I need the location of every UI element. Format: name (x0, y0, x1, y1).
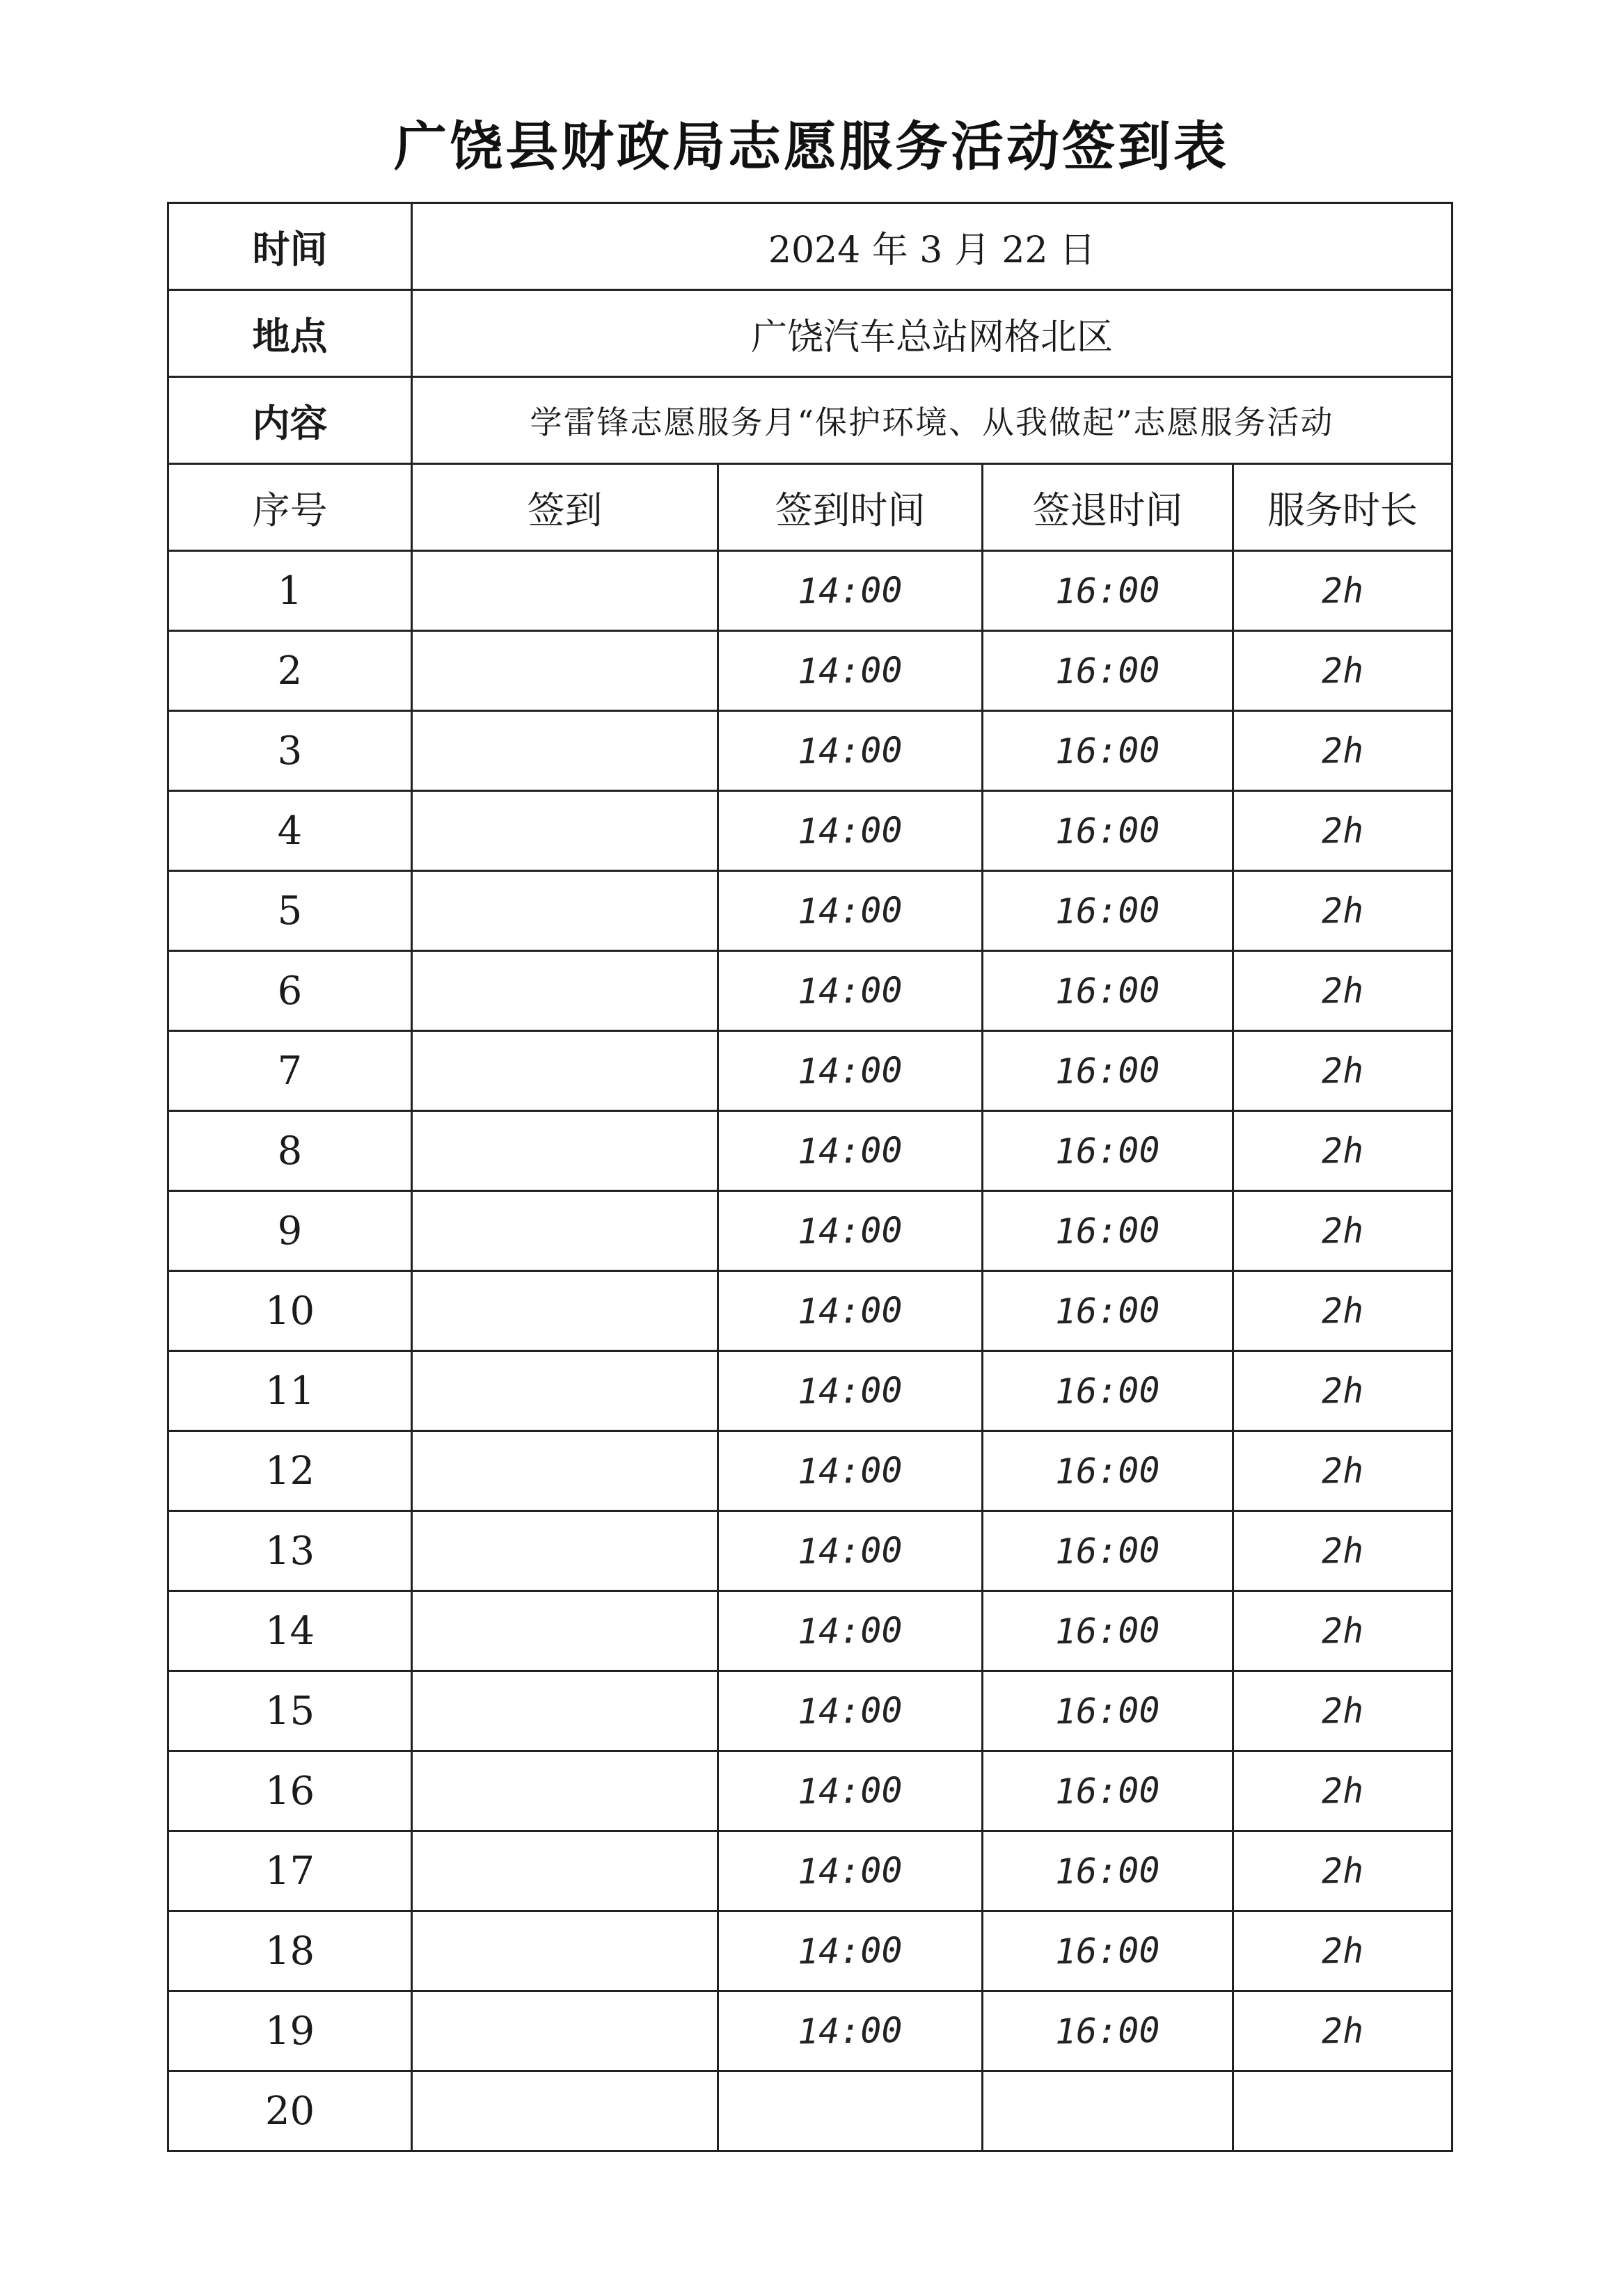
info-row-place (168, 290, 1452, 377)
checkout-time (983, 1431, 1233, 1511)
service-duration-text: 2h (1321, 1370, 1364, 1412)
signin-rows (168, 551, 1452, 2151)
service-duration-text: 2h (1321, 1210, 1364, 1252)
table-row (168, 1271, 1452, 1351)
service-duration (1233, 1191, 1452, 1271)
content-value: 学雷锋志愿服务月“保护环境、从我做起”志愿服务活动 (412, 377, 1452, 464)
service-duration (1233, 1431, 1452, 1511)
checkin-time (718, 871, 983, 951)
row-number: 5 (168, 871, 412, 951)
service-duration (1233, 551, 1452, 631)
checkout-time-text: 16:00 (1054, 1369, 1161, 1412)
checkin-time (718, 1191, 983, 1271)
service-duration (1233, 1031, 1452, 1111)
table-row (168, 711, 1452, 791)
signature-cell (412, 1591, 718, 1671)
table-row (168, 1111, 1452, 1191)
service-duration (1233, 1591, 1452, 1671)
service-duration (1233, 951, 1452, 1031)
column-header-checkout: 签退时间 (983, 464, 1233, 551)
checkout-time-text: 16:00 (1054, 1449, 1161, 1492)
checkin-time-text: 14:00 (797, 1209, 903, 1252)
service-duration-text: 2h (1321, 1290, 1364, 1332)
row-number: 2 (168, 631, 412, 711)
column-header-signature: 签到 (412, 464, 718, 551)
service-duration-text: 2h (1321, 730, 1364, 772)
table-row (168, 1431, 1452, 1511)
service-duration-text: 2h (1321, 1450, 1364, 1492)
row-number: 17 (168, 1831, 412, 1911)
service-duration (1233, 1751, 1452, 1831)
table-row (168, 1831, 1452, 1911)
signature-cell (412, 631, 718, 711)
signature-cell (412, 1351, 718, 1431)
checkin-time-text: 14:00 (797, 2009, 903, 2052)
checkin-time-text: 14:00 (797, 1369, 903, 1412)
signature-cell (412, 1191, 718, 1271)
service-duration-text: 2h (1321, 2010, 1364, 2052)
service-duration (1233, 1671, 1452, 1751)
row-number: 16 (168, 1751, 412, 1831)
row-number: 4 (168, 791, 412, 871)
signature-cell (412, 791, 718, 871)
checkout-time-text: 16:00 (1054, 1209, 1161, 1252)
checkin-time (718, 2071, 983, 2151)
checkout-time-text: 16:00 (1054, 1529, 1161, 1572)
table-row (168, 1911, 1452, 1991)
signature-cell (412, 1831, 718, 1911)
content-label: 内容 (168, 377, 412, 464)
checkout-time-text: 16:00 (1054, 1929, 1161, 1972)
checkout-time-text: 16:00 (1054, 1049, 1161, 1092)
service-duration-text: 2h (1321, 1130, 1364, 1172)
time-value: 2024 年 3 月 22 日 (412, 203, 1452, 290)
checkout-time (983, 551, 1233, 631)
checkin-time (718, 1831, 983, 1911)
checkin-time-text: 14:00 (797, 1849, 903, 1892)
checkout-time-text: 16:00 (1054, 2009, 1161, 2052)
checkin-time (718, 551, 983, 631)
row-number: 15 (168, 1671, 412, 1751)
checkout-time (983, 2071, 1233, 2151)
service-duration (1233, 711, 1452, 791)
table-row (168, 1511, 1452, 1591)
checkout-time (983, 1991, 1233, 2071)
checkout-time (983, 1591, 1233, 1671)
table-row (168, 791, 1452, 871)
checkin-time-text: 14:00 (797, 1049, 903, 1092)
service-duration (1233, 631, 1452, 711)
service-duration-text: 2h (1321, 1690, 1364, 1732)
checkin-time-text: 14:00 (797, 1929, 903, 1972)
signature-cell (412, 871, 718, 951)
column-header-checkin: 签到时间 (718, 464, 983, 551)
checkout-time-text: 16:00 (1054, 1289, 1161, 1332)
row-number: 8 (168, 1111, 412, 1191)
time-label: 时间 (168, 203, 412, 290)
service-duration-text: 2h (1321, 1770, 1364, 1812)
service-duration (1233, 1111, 1452, 1191)
signature-cell (412, 711, 718, 791)
signature-cell (412, 1031, 718, 1111)
checkout-time-text: 16:00 (1054, 1769, 1161, 1812)
checkout-time-text: 16:00 (1054, 969, 1161, 1012)
checkout-time (983, 791, 1233, 871)
checkin-time-text: 14:00 (797, 1449, 903, 1492)
info-row-content (168, 377, 1452, 464)
row-number: 6 (168, 951, 412, 1031)
checkout-time (983, 1271, 1233, 1351)
checkin-time-text: 14:00 (797, 1289, 903, 1332)
checkout-time-text: 16:00 (1054, 1689, 1161, 1732)
row-number: 11 (168, 1351, 412, 1431)
checkout-time-text: 16:00 (1054, 569, 1161, 612)
checkout-time (983, 871, 1233, 951)
signin-table (167, 202, 1453, 2152)
table-row (168, 551, 1452, 631)
signature-cell (412, 1111, 718, 1191)
checkin-time-text: 14:00 (797, 889, 903, 932)
checkin-time (718, 1751, 983, 1831)
service-duration (1233, 1351, 1452, 1431)
table-row (168, 1591, 1452, 1671)
table-row (168, 951, 1452, 1031)
service-duration-text: 2h (1321, 1850, 1364, 1892)
checkout-time-text: 16:00 (1054, 1849, 1161, 1892)
signature-cell (412, 2071, 718, 2151)
checkin-time (718, 1351, 983, 1431)
service-duration (1233, 791, 1452, 871)
signature-cell (412, 1431, 718, 1511)
column-header-row (168, 464, 1452, 551)
checkin-time-text: 14:00 (797, 729, 903, 772)
row-number: 19 (168, 1991, 412, 2071)
signature-cell (412, 1271, 718, 1351)
checkout-time-text: 16:00 (1054, 729, 1161, 772)
service-duration (1233, 871, 1452, 951)
checkin-time-text: 14:00 (797, 1769, 903, 1812)
signature-cell (412, 551, 718, 631)
checkin-time-text: 14:00 (797, 1529, 903, 1572)
checkin-time (718, 711, 983, 791)
service-duration-text: 2h (1321, 570, 1364, 612)
signature-cell (412, 951, 718, 1031)
service-duration (1233, 1911, 1452, 1991)
row-number: 9 (168, 1191, 412, 1271)
service-duration (1233, 1831, 1452, 1911)
sheet-title: 广饶县财政局志愿服务活动签到表 (394, 115, 1229, 177)
checkin-time (718, 1031, 983, 1111)
service-duration (1233, 2071, 1452, 2151)
checkin-time-text: 14:00 (797, 969, 903, 1012)
checkout-time (983, 631, 1233, 711)
service-duration (1233, 1991, 1452, 2071)
row-number: 1 (168, 551, 412, 631)
table-row (168, 2071, 1452, 2151)
checkout-time (983, 711, 1233, 791)
signature-cell (412, 1991, 718, 2071)
service-duration-text: 2h (1321, 810, 1364, 852)
service-duration-text: 2h (1321, 1930, 1364, 1972)
table-row (168, 1351, 1452, 1431)
checkin-time (718, 1511, 983, 1591)
checkin-time-text: 14:00 (797, 809, 903, 852)
row-number: 18 (168, 1911, 412, 1991)
service-duration (1233, 1511, 1452, 1591)
checkout-time (983, 1911, 1233, 1991)
checkin-time (718, 1111, 983, 1191)
column-header-duration: 服务时长 (1233, 464, 1452, 551)
row-number: 3 (168, 711, 412, 791)
table-row (168, 1031, 1452, 1111)
checkin-time (718, 1591, 983, 1671)
row-number: 13 (168, 1511, 412, 1591)
table-row (168, 631, 1452, 711)
service-duration-text: 2h (1321, 650, 1364, 692)
checkin-time-text: 14:00 (797, 649, 903, 692)
row-number: 20 (168, 2071, 412, 2151)
checkin-time (718, 791, 983, 871)
checkin-time-text: 14:00 (797, 569, 903, 612)
place-label: 地点 (168, 290, 412, 377)
checkout-time (983, 1351, 1233, 1431)
checkin-time-text: 14:00 (797, 1609, 903, 1652)
checkin-time (718, 1911, 983, 1991)
signature-cell (412, 1911, 718, 1991)
checkout-time (983, 1751, 1233, 1831)
checkout-time (983, 1031, 1233, 1111)
column-header-no: 序号 (168, 464, 412, 551)
checkout-time-text: 16:00 (1054, 1129, 1161, 1172)
info-row-time (168, 203, 1452, 290)
checkin-time (718, 631, 983, 711)
row-number: 14 (168, 1591, 412, 1671)
checkout-time (983, 951, 1233, 1031)
table-row (168, 1671, 1452, 1751)
table-row (168, 871, 1452, 951)
checkin-time (718, 1671, 983, 1751)
row-number: 12 (168, 1431, 412, 1511)
checkout-time-text: 16:00 (1054, 649, 1161, 692)
checkout-time (983, 1191, 1233, 1271)
service-duration-text: 2h (1321, 890, 1364, 932)
checkin-time (718, 951, 983, 1031)
checkout-time (983, 1111, 1233, 1191)
checkout-time (983, 1511, 1233, 1591)
signature-cell (412, 1511, 718, 1591)
table-row (168, 1751, 1452, 1831)
row-number: 10 (168, 1271, 412, 1351)
place-value: 广饶汽车总站网格北区 (412, 290, 1452, 377)
service-duration-text: 2h (1321, 1610, 1364, 1652)
checkout-time (983, 1831, 1233, 1911)
service-duration (1233, 1271, 1452, 1351)
checkin-time-text: 14:00 (797, 1129, 903, 1172)
row-number: 7 (168, 1031, 412, 1111)
service-duration-text: 2h (1321, 1530, 1364, 1572)
service-duration-text: 2h (1321, 1050, 1364, 1092)
checkout-time-text: 16:00 (1054, 1609, 1161, 1652)
checkout-time-text: 16:00 (1054, 809, 1161, 852)
service-duration-text: 2h (1321, 970, 1364, 1012)
checkout-time (983, 1671, 1233, 1751)
checkout-time-text: 16:00 (1054, 889, 1161, 932)
table-row (168, 1991, 1452, 2071)
signature-cell (412, 1671, 718, 1751)
signature-cell (412, 1751, 718, 1831)
checkin-time (718, 1991, 983, 2071)
checkin-time (718, 1431, 983, 1511)
checkin-time (718, 1271, 983, 1351)
checkin-time-text: 14:00 (797, 1689, 903, 1732)
table-row (168, 1191, 1452, 1271)
